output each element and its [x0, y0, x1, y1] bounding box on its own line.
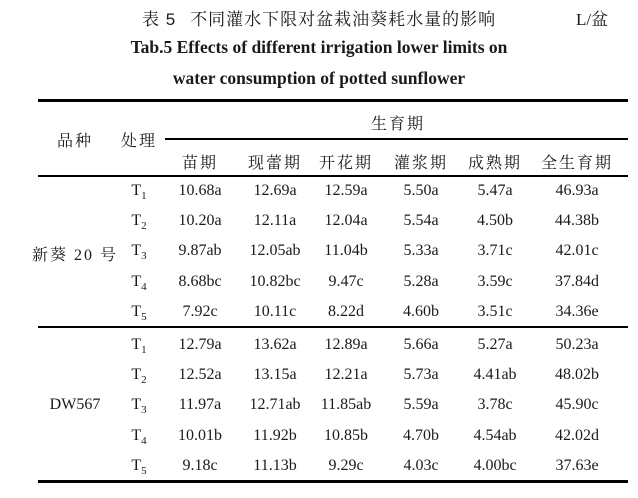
variety-label: 新葵 20 号 [31, 247, 119, 265]
treatment-letter: T [131, 182, 142, 199]
treatment-label [131, 427, 146, 447]
treatment-letter: T [131, 456, 142, 474]
treatment-letter: T [131, 366, 142, 384]
table-cell: 7.92c [182, 302, 218, 320]
header-stage-seedling: 苗期 [181, 155, 219, 172]
treatment-label [131, 303, 146, 323]
unit-label: L/盆 [576, 10, 609, 29]
table-number: 表 5 [142, 10, 177, 29]
table-cell: 8.68bc [178, 272, 222, 290]
treatment-subscript: 1 [141, 344, 147, 356]
treatment-letter: T [131, 242, 142, 260]
treatment-letter: T [131, 336, 142, 353]
treatment-label [131, 182, 146, 202]
table-cell: 5.27a [477, 336, 513, 353]
table-cell: 4.50b [477, 212, 513, 230]
treatment-subscript: 3 [141, 404, 147, 417]
table-cell: 10.68a [178, 182, 222, 199]
table-cell: 5.28a [403, 272, 439, 290]
table-cell: 45.90c [555, 396, 599, 414]
header-stage-budding: 现蕾期 [247, 155, 303, 172]
table-cell: 9.47c [328, 272, 364, 290]
table-cell: 12.05ab [249, 242, 301, 260]
table-cell: 42.01c [555, 242, 599, 260]
header-growth-stage-group: 生育期 [370, 116, 426, 133]
table-cell: 4.00bc [473, 456, 517, 474]
treatment-letter: T [131, 212, 142, 230]
group-header-rule [165, 138, 628, 140]
treatment-subscript: 5 [141, 310, 147, 323]
table-cell: 9.87ab [178, 242, 222, 260]
table-cell: 3.78c [477, 396, 513, 414]
treatment-subscript: 3 [141, 250, 147, 263]
table-cell: 10.20a [178, 212, 222, 230]
table-cell: 4.70b [403, 426, 439, 444]
table-cell: 12.11a [253, 212, 297, 230]
table-cell: 10.85b [324, 426, 368, 444]
treatment-letter: T [131, 302, 142, 320]
table-cell: 12.89a [324, 336, 368, 353]
table-cell: 5.73a [403, 366, 439, 384]
treatment-label [131, 242, 146, 262]
table-cell: 11.92b [253, 426, 297, 444]
table-cell: 3.51c [477, 302, 513, 320]
treatment-letter: T [131, 396, 142, 414]
table-cell: 12.71ab [249, 396, 301, 414]
table-cell: 5.66a [403, 336, 439, 353]
treatment-subscript: 5 [141, 464, 147, 477]
table-cell: 11.85ab [320, 396, 372, 414]
treatment-subscript: 2 [141, 220, 147, 233]
table-cell: 50.23a [555, 336, 599, 353]
caption-title-cn [142, 5, 496, 30]
table-cell: 5.59a [403, 396, 439, 414]
table-cell: 44.38b [555, 212, 599, 230]
header-stage-filling: 灌浆期 [393, 155, 449, 172]
table-cell: 4.03c [403, 456, 439, 474]
table-cell: 13.15a [253, 366, 297, 384]
header-stage-flowering: 开花期 [318, 155, 374, 172]
table-cell: 12.21a [324, 366, 368, 384]
table-cell: 12.69a [253, 182, 297, 199]
table-cell: 42.02d [555, 426, 599, 444]
variety-label: DW567 [49, 396, 101, 414]
treatment-label [131, 273, 146, 293]
table-cell: 46.93a [555, 182, 599, 199]
table-cell: 10.11c [253, 302, 297, 320]
table-cell: 12.79a [178, 336, 222, 353]
table-cell: 13.62a [253, 336, 297, 353]
top-rule [38, 99, 628, 102]
table-cell: 9.18c [182, 456, 218, 474]
table-cell: 37.84d [555, 272, 599, 290]
table-cell: 8.22d [328, 302, 364, 320]
treatment-label [131, 366, 146, 386]
table-cell: 11.97a [178, 396, 222, 414]
table-cell: 4.60b [403, 302, 439, 320]
header-variety: 品种 [56, 133, 94, 150]
caption-title-text: 不同灌水下限对盆栽油葵耗水量的影响 [190, 10, 497, 29]
header-stage-whole: 全生育期 [540, 155, 614, 172]
table-cell: 10.82bc [249, 272, 301, 290]
header-stage-maturity: 成熟期 [467, 155, 523, 172]
table-cell: 3.59c [477, 272, 513, 290]
table-cell: 11.04b [324, 242, 368, 260]
table-cell: 5.50a [403, 182, 439, 199]
treatment-subscript: 4 [141, 280, 147, 293]
caption-title-en-line2: water consumption of potted sunflower [172, 68, 466, 88]
table-cell: 5.33a [403, 242, 439, 260]
table-cell: 5.54a [403, 212, 439, 230]
bottom-rule [38, 480, 628, 483]
table-cell: 3.71c [477, 242, 513, 260]
table-cell: 12.52a [178, 366, 222, 384]
table-cell: 4.54ab [473, 426, 517, 444]
treatment-label [131, 336, 146, 356]
table-cell: 12.04a [324, 212, 368, 230]
table-cell: 10.01b [178, 426, 222, 444]
treatment-subscript: 2 [141, 374, 147, 387]
table-cell: 48.02b [555, 366, 599, 384]
header-bottom-rule [38, 175, 628, 177]
table-cell: 34.36e [555, 302, 599, 320]
header-treatment: 处理 [120, 133, 158, 150]
table-cell: 5.47a [477, 182, 513, 199]
treatment-label [131, 457, 146, 477]
treatment-subscript: 1 [141, 190, 147, 202]
table-cell: 37.63e [555, 456, 599, 474]
table-cell: 4.41ab [473, 366, 517, 384]
table-cell: 12.59a [324, 182, 368, 199]
treatment-subscript: 4 [141, 434, 147, 447]
table-cell: 9.29c [328, 456, 364, 474]
table-cell: 11.13b [253, 456, 297, 474]
treatment-letter: T [131, 426, 142, 444]
caption-title-en-line1: Tab.5 Effects of different irrigation lower limits on [130, 37, 508, 57]
group-separator-rule [38, 326, 628, 328]
treatment-label [131, 396, 146, 416]
treatment-label [131, 212, 146, 232]
treatment-letter: T [131, 272, 142, 290]
